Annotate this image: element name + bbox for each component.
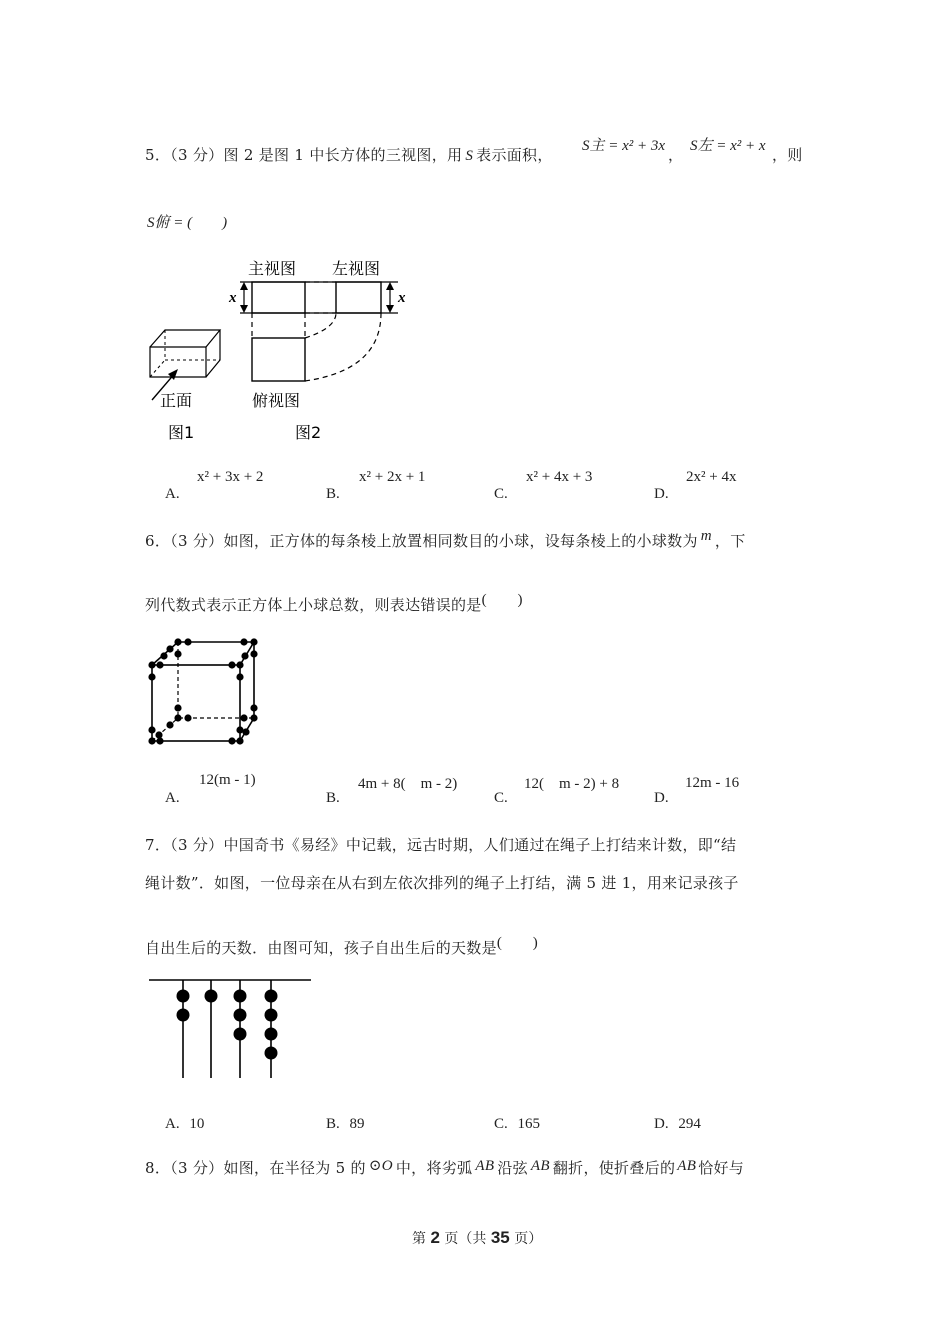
q7-knot-figure xyxy=(145,974,315,1084)
q5-line1-prefix: 5．（3 分）图 2 是图 1 中长方体的三视图，用 xyxy=(145,146,463,164)
caption-fig2: 图2 xyxy=(295,423,322,442)
q5-text-line1 xyxy=(145,144,553,165)
q6-var-m: m xyxy=(700,528,712,544)
label-x-right: x xyxy=(398,290,406,306)
q5-var-s: S xyxy=(465,148,474,164)
x-arrow-right-head-top xyxy=(386,282,394,290)
q6-option-c-value: 12( m - 2) + 8 xyxy=(524,776,620,792)
q7-option-b-value: 89 xyxy=(349,1116,365,1132)
footer-total-pages: 35 xyxy=(490,1228,510,1247)
q8-circle-o: ⊙O xyxy=(368,1158,393,1174)
q5-line1-suffix: ，则 xyxy=(772,146,803,164)
q8-line1-mid3: 翻折，使折叠后的 xyxy=(552,1159,676,1177)
q6-line1-suffix: ，下 xyxy=(714,532,746,550)
q7-paren: ( ) xyxy=(496,935,539,951)
q6-line2: 列代数式表示正方体上小球总数，则表达错误的是 xyxy=(145,596,482,614)
q7-option-d xyxy=(654,1116,701,1133)
x-arrow-left-head-top xyxy=(240,282,248,290)
q6-option-b-letter: B. xyxy=(326,790,340,806)
label-front-view: 主视图 xyxy=(248,259,297,278)
q6-option-a-letter: A. xyxy=(165,790,180,806)
q5-option-c-value: x² + 4x + 3 xyxy=(526,469,593,485)
q7-option-b xyxy=(326,1116,365,1133)
caption-fig1: 图1 xyxy=(168,423,195,442)
arc-large xyxy=(305,313,381,381)
q6-option-d-value: 12m - 16 xyxy=(685,775,740,791)
cuboid-top-face xyxy=(150,330,220,347)
cube-balls xyxy=(148,638,257,744)
q6-option-d-letter: D. xyxy=(654,790,669,806)
q5-option-d-letter: D. xyxy=(654,486,669,502)
knots xyxy=(177,990,278,1060)
q5-figure xyxy=(140,252,420,447)
q7-option-a-letter: A. xyxy=(165,1116,180,1132)
q8-line1-mid1: 中，将劣弧 xyxy=(395,1159,473,1177)
q8-text-line1 xyxy=(145,1157,744,1178)
cuboid-hidden-edge-diag xyxy=(150,360,165,377)
footer-mid: 页（共 xyxy=(444,1231,487,1247)
q6-paren: ( ) xyxy=(481,592,523,608)
q5-option-d-value: 2x² + 4x xyxy=(686,469,737,485)
label-x-left: x xyxy=(229,290,237,306)
label-left-view: 左视图 xyxy=(332,259,381,278)
q5-line2: S俯 = ( ) xyxy=(147,215,228,231)
q7-option-d-value: 294 xyxy=(678,1116,701,1132)
cube-hidden-diag xyxy=(152,718,178,741)
cuboid-front-face xyxy=(150,347,206,377)
q5-line1-mid: 表示面积， xyxy=(476,146,553,164)
arc-small xyxy=(305,313,336,338)
top-view-rect xyxy=(252,338,305,381)
q5-option-b-letter: B. xyxy=(326,486,340,502)
cuboid-right-face xyxy=(206,330,220,377)
q5-option-a-value: x² + 3x + 2 xyxy=(197,469,264,485)
q7-option-a xyxy=(165,1116,204,1133)
q5-option-a-letter: A. xyxy=(165,486,180,502)
cube-top-face xyxy=(152,642,254,665)
front-view-rect xyxy=(252,282,305,313)
q7-text-line3 xyxy=(145,937,538,958)
q7-option-b-letter: B. xyxy=(326,1116,340,1132)
q6-option-b-value: 4m + 8( m - 2) xyxy=(358,776,458,792)
q7-option-c-letter: C. xyxy=(494,1116,508,1132)
q6-text-line1 xyxy=(145,530,746,551)
q8-line1-suffix: 恰好与 xyxy=(698,1159,745,1177)
q5-option-b-value: x² + 2x + 1 xyxy=(359,469,426,485)
q5-comma: ， xyxy=(668,146,684,164)
footer-suffix: 页） xyxy=(514,1231,543,1247)
left-view-rect xyxy=(336,282,381,313)
q8-line1-mid2: 沿弦 xyxy=(497,1159,528,1177)
label-front-face: 正面 xyxy=(160,391,193,410)
q6-line1-prefix: 6．（3 分）如图，正方体的每条棱上放置相同数目的小球，设每条棱上的小球数为 xyxy=(145,532,698,550)
q8-line1-prefix: 8．（3 分）如图，在半径为 5 的 xyxy=(145,1159,366,1177)
q7-text-line2: 绳计数”．如图，一位母亲在从右到左依次排列的绳子上打结，满 5 进 1，用来记录孩子 xyxy=(145,874,739,892)
q7-option-a-value: 10 xyxy=(189,1116,205,1132)
q7-text-line1: 7．（3 分）中国奇书《易经》中记载，远古时期，人们通过在绳子上打结来计数，即“结 xyxy=(145,836,737,854)
q6-option-a-value: 12(m - 1) xyxy=(199,772,256,788)
page-footer xyxy=(412,1228,542,1248)
q7-option-c-value: 165 xyxy=(517,1116,541,1132)
q8-ab2: AB xyxy=(530,1158,550,1174)
q5-option-c-letter: C. xyxy=(494,486,508,502)
front-arrow-head xyxy=(168,369,178,380)
cuboid-hidden-edges xyxy=(165,330,220,360)
q7-option-c xyxy=(494,1116,540,1133)
q5-formula2: S左 = x² + x xyxy=(690,138,766,154)
q6-cube-figure xyxy=(140,632,270,752)
q6-option-c-letter: C. xyxy=(494,790,508,806)
label-top-view: 俯视图 xyxy=(252,391,301,410)
q7-line3: 自出生后的天数．由图可知，孩子自出生后的天数是 xyxy=(145,939,497,957)
footer-prefix: 第 xyxy=(412,1231,426,1247)
q5-formula1: S主 = x² + 3x xyxy=(582,138,666,154)
x-arrow-right-head-bottom xyxy=(386,305,394,313)
x-arrow-left-head-bottom xyxy=(240,305,248,313)
q8-ab1: AB xyxy=(475,1158,495,1174)
q6-text-line2 xyxy=(145,594,523,615)
q8-ab3: AB xyxy=(677,1158,697,1174)
footer-page-number: 2 xyxy=(430,1228,440,1247)
q7-option-d-letter: D. xyxy=(654,1116,669,1132)
